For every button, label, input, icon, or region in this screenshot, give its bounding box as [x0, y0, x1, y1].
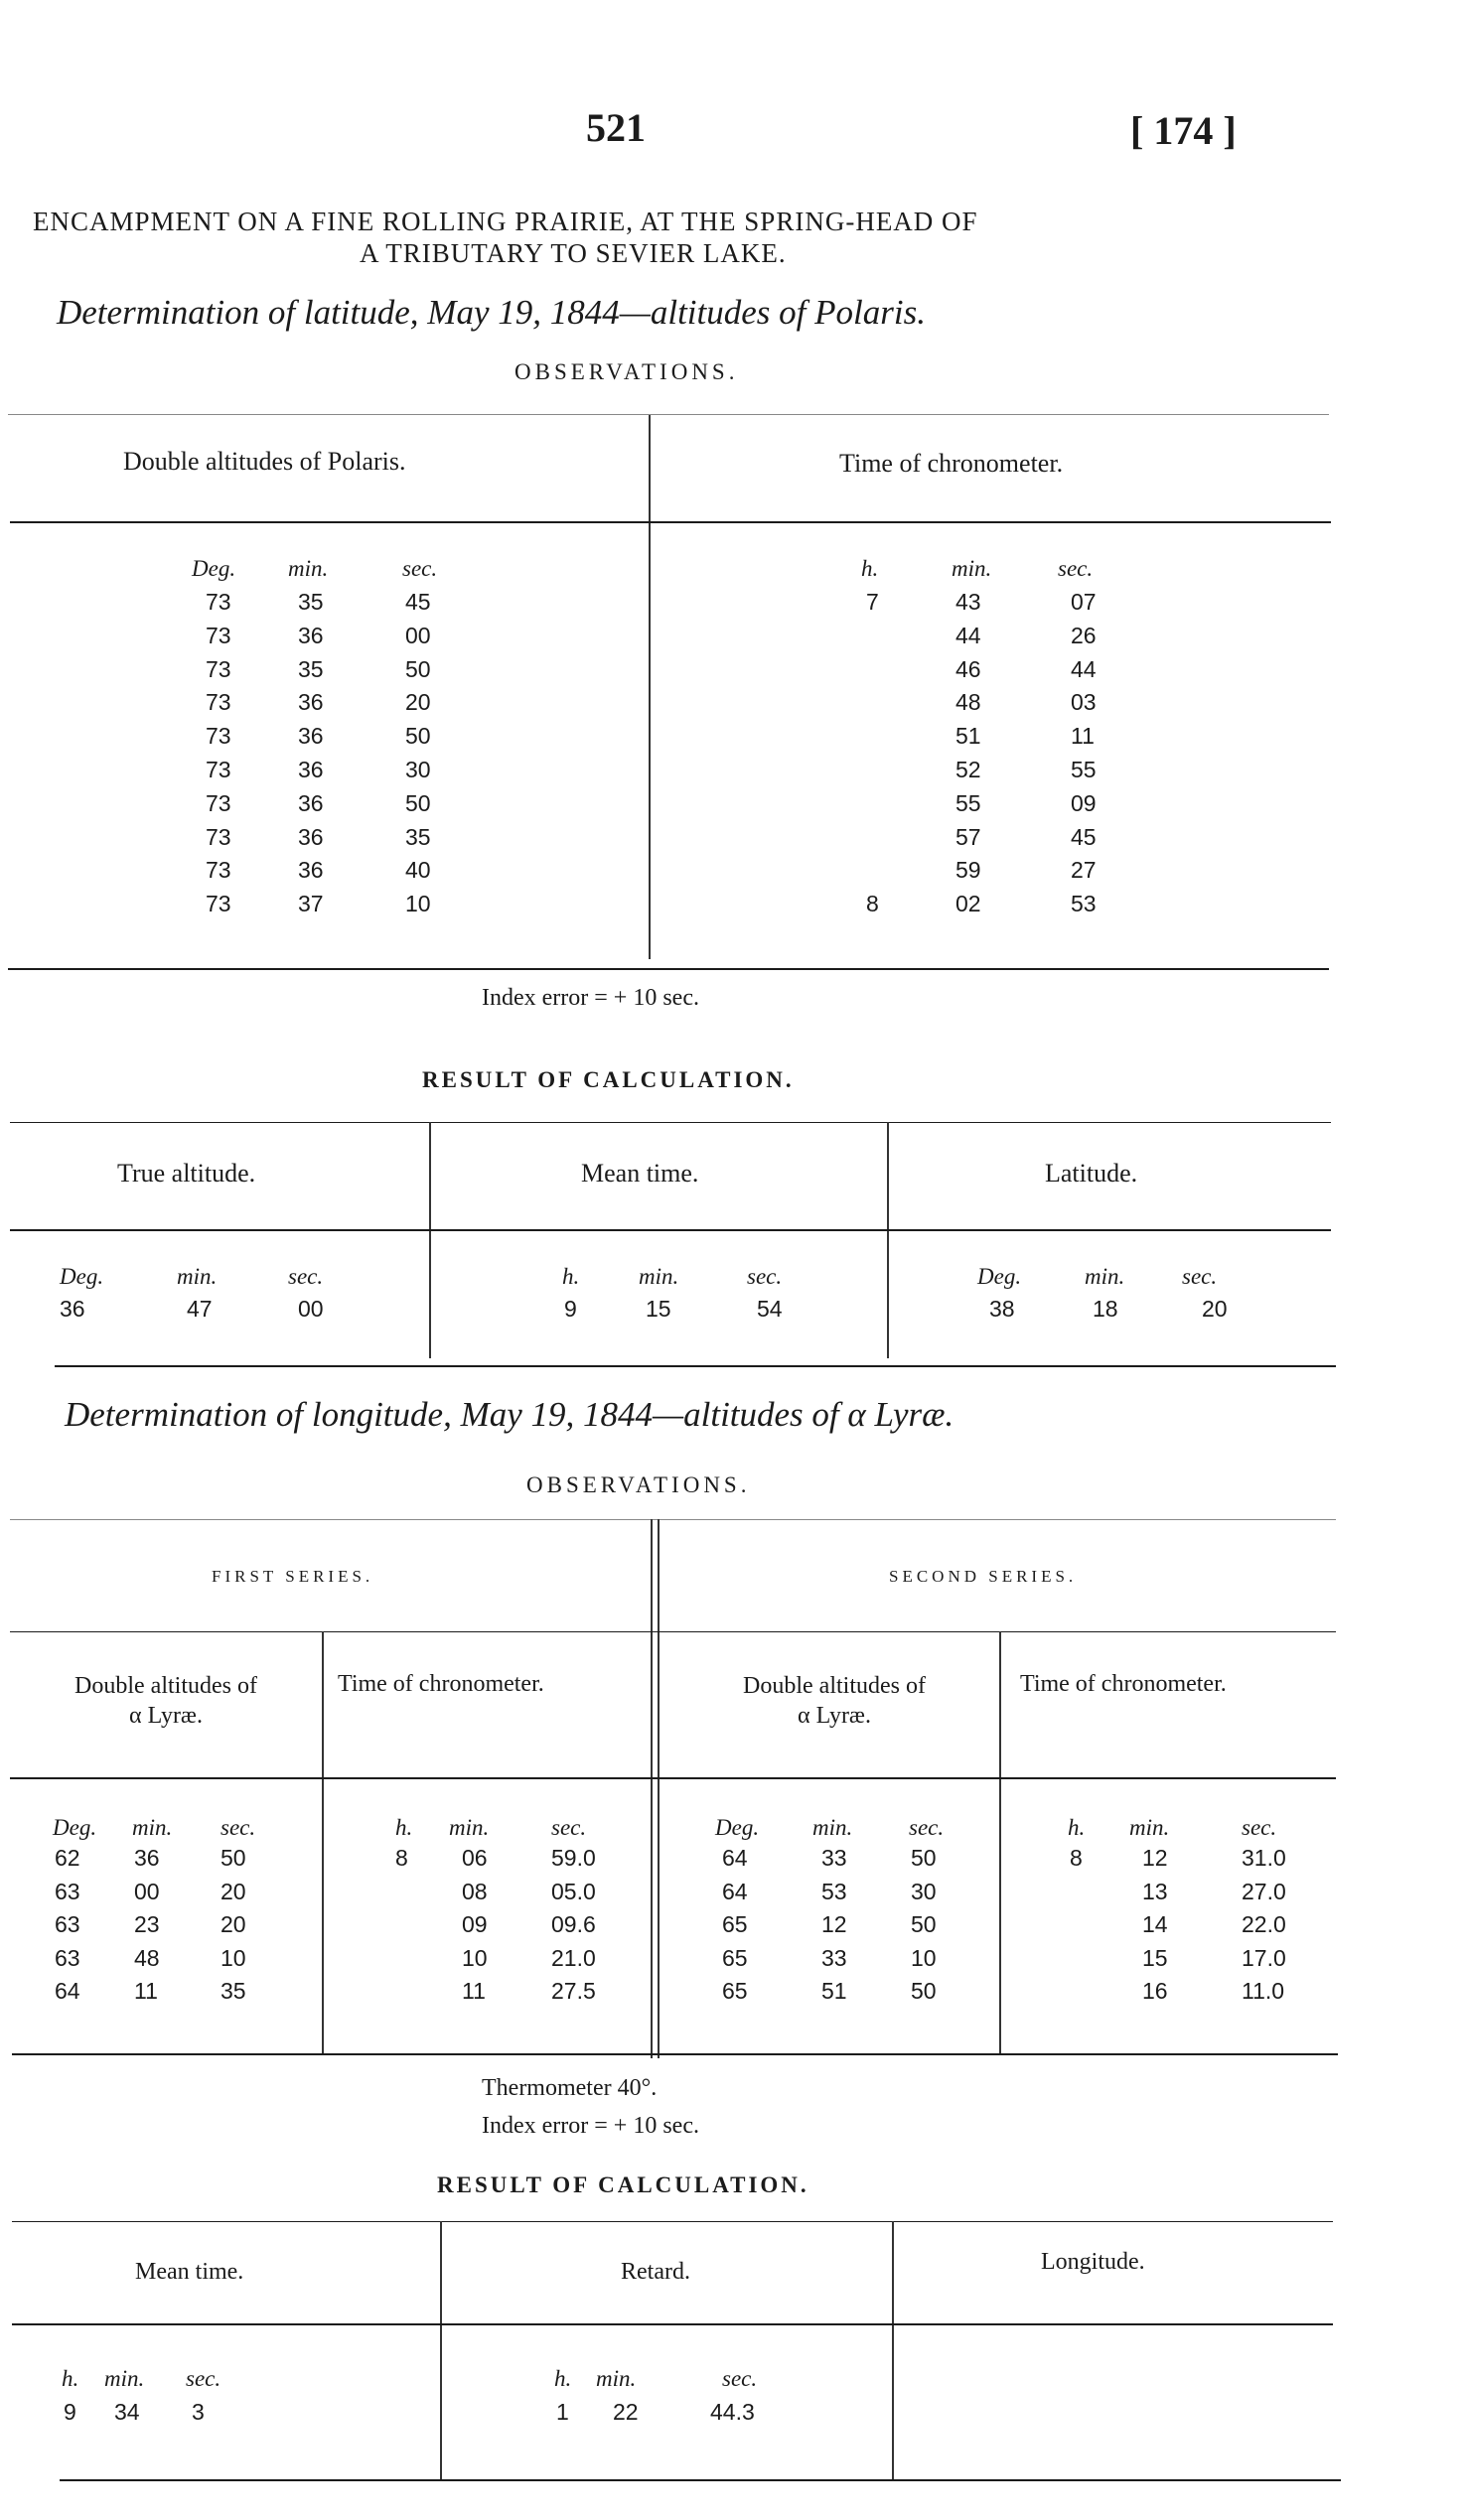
- alt-sec: 50: [405, 655, 431, 682]
- alt-deg: 65: [722, 1911, 748, 1937]
- time-sec: 53: [1071, 891, 1097, 917]
- time-sec: 27.0: [1242, 1878, 1286, 1904]
- alt-deg: 73: [206, 757, 231, 782]
- alt-deg: 62: [55, 1845, 80, 1871]
- col-mean-time: Mean time.: [581, 1159, 699, 1188]
- retard-h: 1: [556, 2399, 569, 2425]
- time-h: 8: [866, 891, 879, 917]
- lon-mean-time-h: 9: [64, 2399, 76, 2425]
- alt-sec: 20: [405, 689, 431, 716]
- time-sec: 09.6: [551, 1911, 596, 1937]
- alt-deg: 73: [206, 789, 231, 816]
- alt-min: 37: [298, 891, 324, 917]
- time-sec: 55: [1071, 757, 1097, 782]
- col-retard: Retard.: [621, 2259, 690, 2285]
- unit-min: min.: [177, 1264, 218, 1289]
- time-sec: 07: [1071, 589, 1097, 615]
- latitude-sec: 20: [1202, 1296, 1228, 1322]
- latitude-result-label: RESULT OF CALCULATION.: [422, 1067, 795, 1092]
- time-min: 11: [462, 1978, 486, 2004]
- time-sec: 27: [1071, 857, 1097, 884]
- alt-deg: 64: [722, 1878, 748, 1904]
- unit-sec: sec.: [722, 2366, 758, 2391]
- alt-sec: 50: [911, 1911, 937, 1937]
- alt-sec: 40: [405, 857, 431, 884]
- time-min: 48: [955, 689, 981, 716]
- col-true-altitude: True altitude.: [117, 1159, 256, 1188]
- unit-sec: sec.: [1242, 1815, 1277, 1840]
- longitude-result-label: RESULT OF CALCULATION.: [437, 2172, 809, 2197]
- unit-min: min.: [288, 556, 329, 581]
- unit-min: min.: [1085, 1264, 1125, 1289]
- unit-h: h.: [62, 2366, 79, 2391]
- alt-sec: 00: [405, 622, 431, 648]
- alt-min: 36: [298, 622, 324, 648]
- alt-deg: 65: [722, 1978, 748, 2004]
- alt-min: 12: [821, 1911, 847, 1937]
- time-sec: 59.0: [551, 1845, 596, 1871]
- alt-deg: 65: [722, 1944, 748, 1971]
- unit-min: min.: [952, 556, 992, 581]
- col-latitude: Latitude.: [1045, 1159, 1138, 1188]
- alt-sec: 10: [220, 1944, 246, 1971]
- unit-deg: Deg.: [977, 1264, 1022, 1289]
- true-alt-min: 47: [187, 1296, 213, 1322]
- alt-deg: 73: [206, 689, 231, 716]
- retard-sec: 44.3: [710, 2399, 755, 2425]
- alt-deg: 73: [206, 589, 231, 615]
- unit-sec: sec.: [186, 2366, 221, 2391]
- unit-sec: sec.: [220, 1815, 256, 1840]
- alt-deg: 73: [206, 823, 231, 850]
- col-double-altitudes-polaris: Double altitudes of Polaris.: [123, 447, 406, 476]
- time-sec: 31.0: [1242, 1845, 1286, 1871]
- alt-deg: 73: [206, 723, 231, 750]
- alt-min: 23: [134, 1911, 160, 1937]
- unit-sec: sec.: [402, 556, 438, 581]
- col-longitude: Longitude.: [1041, 2249, 1145, 2275]
- title-line-1: ENCAMPMENT ON A FINE ROLLING PRAIRIE, AT THE SPRING-HEAD OF: [33, 207, 978, 236]
- alt-sec: 50: [911, 1978, 937, 2004]
- alt-sec: 35: [220, 1978, 246, 2004]
- time-min: 44: [955, 622, 981, 648]
- time-min: 16: [1142, 1978, 1168, 2004]
- alt-sec: 20: [220, 1878, 246, 1904]
- unit-h: h.: [861, 556, 879, 581]
- alt-sec: 10: [405, 891, 431, 917]
- alt-min: 35: [298, 655, 324, 682]
- col-time-first: Time of chronometer.: [338, 1671, 544, 1697]
- latitude-deg: 38: [989, 1296, 1015, 1322]
- col-double-altitudes-first: Double altitudes of α Lyræ.: [74, 1673, 257, 1729]
- unit-min: min.: [449, 1815, 490, 1840]
- alt-sec: 45: [405, 589, 431, 615]
- alt-sec: 50: [911, 1845, 937, 1871]
- first-series-label: FIRST SERIES.: [212, 1567, 374, 1586]
- unit-deg: Deg.: [192, 556, 236, 581]
- time-sec: 45: [1071, 823, 1097, 850]
- lon-mean-time-min: 34: [114, 2399, 140, 2425]
- unit-deg: Deg.: [715, 1815, 760, 1840]
- alt-min: 33: [821, 1845, 847, 1871]
- time-min: 14: [1142, 1911, 1168, 1937]
- unit-h: h.: [554, 2366, 572, 2391]
- unit-deg: Deg.: [53, 1815, 97, 1840]
- alt-min: 36: [134, 1845, 160, 1871]
- unit-sec: sec.: [909, 1815, 945, 1840]
- latitude-index-error: Index error = + 10 sec.: [482, 985, 699, 1011]
- time-min: 55: [955, 789, 981, 816]
- alt-sec: 30: [405, 757, 431, 782]
- col-double-altitudes-second: Double altitudes of α Lyræ.: [743, 1673, 926, 1729]
- unit-h: h.: [395, 1815, 413, 1840]
- time-sec: 22.0: [1242, 1911, 1286, 1937]
- alt-min: 36: [298, 723, 324, 750]
- time-min: 51: [955, 723, 981, 750]
- unit-min: min.: [596, 2366, 637, 2391]
- alt-deg: 64: [722, 1845, 748, 1871]
- unit-sec: sec.: [551, 1815, 587, 1840]
- time-min: 02: [955, 891, 981, 917]
- time-sec: 21.0: [551, 1944, 596, 1971]
- alt-deg: 63: [55, 1911, 80, 1937]
- time-sec: 03: [1071, 689, 1097, 716]
- longitude-heading: Determination of longitude, May 19, 1844—altitudes of α Lyræ.: [65, 1395, 954, 1434]
- unit-h: h.: [1068, 1815, 1086, 1840]
- longitude-observations-label: OBSERVATIONS.: [526, 1472, 751, 1497]
- alt-deg: 63: [55, 1944, 80, 1971]
- time-sec: 44: [1071, 655, 1097, 682]
- unit-sec: sec.: [1058, 556, 1094, 581]
- true-alt-sec: 00: [298, 1296, 324, 1322]
- time-min: 52: [955, 757, 981, 782]
- time-h: 7: [866, 589, 879, 615]
- unit-min: min.: [1129, 1815, 1170, 1840]
- mean-time-min: 15: [646, 1296, 671, 1322]
- time-sec: 11.0: [1242, 1978, 1285, 2004]
- alt-sec: 10: [911, 1944, 937, 1971]
- latitude-heading: Determination of latitude, May 19, 1844—altitudes of Polaris.: [57, 293, 926, 332]
- time-min: 59: [955, 857, 981, 884]
- time-sec: 05.0: [551, 1878, 596, 1904]
- col-mean-time: Mean time.: [135, 2259, 244, 2285]
- time-sec: 27.5: [551, 1978, 596, 2004]
- alt-min: 36: [298, 757, 324, 782]
- alt-sec: 50: [405, 723, 431, 750]
- page-number: 521: [586, 105, 646, 150]
- lon-mean-time-sec: 3: [192, 2399, 205, 2425]
- time-min: 15: [1142, 1944, 1168, 1971]
- alt-min: 36: [298, 789, 324, 816]
- mean-time-sec: 54: [757, 1296, 783, 1322]
- alt-min: 36: [298, 689, 324, 716]
- longitude-index-error: Index error = + 10 sec.: [482, 2113, 699, 2139]
- time-sec: 17.0: [1242, 1944, 1286, 1971]
- alt-min: 53: [821, 1878, 847, 1904]
- retard-min: 22: [613, 2399, 639, 2425]
- time-min: 57: [955, 823, 981, 850]
- latitude-min: 18: [1093, 1296, 1118, 1322]
- alt-deg: 73: [206, 622, 231, 648]
- alt-min: 33: [821, 1944, 847, 1971]
- title-line-2: A TRIBUTARY TO SEVIER LAKE.: [360, 238, 787, 268]
- time-h: 8: [1070, 1845, 1083, 1871]
- thermometer-reading: Thermometer 40°.: [482, 2075, 658, 2101]
- alt-deg: 73: [206, 655, 231, 682]
- unit-min: min.: [639, 1264, 679, 1289]
- unit-deg: Deg.: [60, 1264, 104, 1289]
- mean-time-h: 9: [564, 1296, 577, 1322]
- unit-h: h.: [562, 1264, 580, 1289]
- alt-sec: 50: [405, 789, 431, 816]
- unit-sec: sec.: [288, 1264, 324, 1289]
- unit-min: min.: [132, 1815, 173, 1840]
- time-min: 06: [462, 1845, 488, 1871]
- bracket-page-number: [ 174 ]: [1130, 108, 1237, 153]
- alt-deg: 73: [206, 891, 231, 917]
- alt-min: 36: [298, 823, 324, 850]
- col-time-second: Time of chronometer.: [1020, 1671, 1227, 1697]
- alt-min: 35: [298, 589, 324, 615]
- col-time-of-chronometer: Time of chronometer.: [839, 449, 1064, 478]
- time-min: 08: [462, 1878, 488, 1904]
- alt-deg: 63: [55, 1878, 80, 1904]
- true-alt-deg: 36: [60, 1296, 85, 1322]
- time-min: 46: [955, 655, 981, 682]
- time-min: 09: [462, 1911, 488, 1937]
- time-min: 12: [1142, 1845, 1168, 1871]
- unit-sec: sec.: [1182, 1264, 1218, 1289]
- alt-sec: 30: [911, 1878, 937, 1904]
- time-sec: 09: [1071, 789, 1097, 816]
- time-h: 8: [395, 1845, 408, 1871]
- time-min: 10: [462, 1944, 488, 1971]
- alt-min: 00: [134, 1878, 160, 1904]
- time-min: 13: [1142, 1878, 1168, 1904]
- alt-min: 51: [821, 1978, 847, 2004]
- latitude-observations-label: OBSERVATIONS.: [514, 359, 739, 384]
- alt-min: 11: [134, 1978, 158, 2004]
- unit-min: min.: [812, 1815, 853, 1840]
- alt-sec: 35: [405, 823, 431, 850]
- time-sec: 26: [1071, 622, 1097, 648]
- time-min: 43: [955, 589, 981, 615]
- second-series-label: SECOND SERIES.: [889, 1567, 1078, 1586]
- alt-min: 36: [298, 857, 324, 884]
- alt-min: 48: [134, 1944, 160, 1971]
- alt-deg: 73: [206, 857, 231, 884]
- unit-min: min.: [104, 2366, 145, 2391]
- alt-deg: 64: [55, 1978, 80, 2004]
- unit-sec: sec.: [747, 1264, 783, 1289]
- alt-sec: 20: [220, 1911, 246, 1937]
- time-sec: 11: [1071, 723, 1095, 750]
- alt-sec: 50: [220, 1845, 246, 1871]
